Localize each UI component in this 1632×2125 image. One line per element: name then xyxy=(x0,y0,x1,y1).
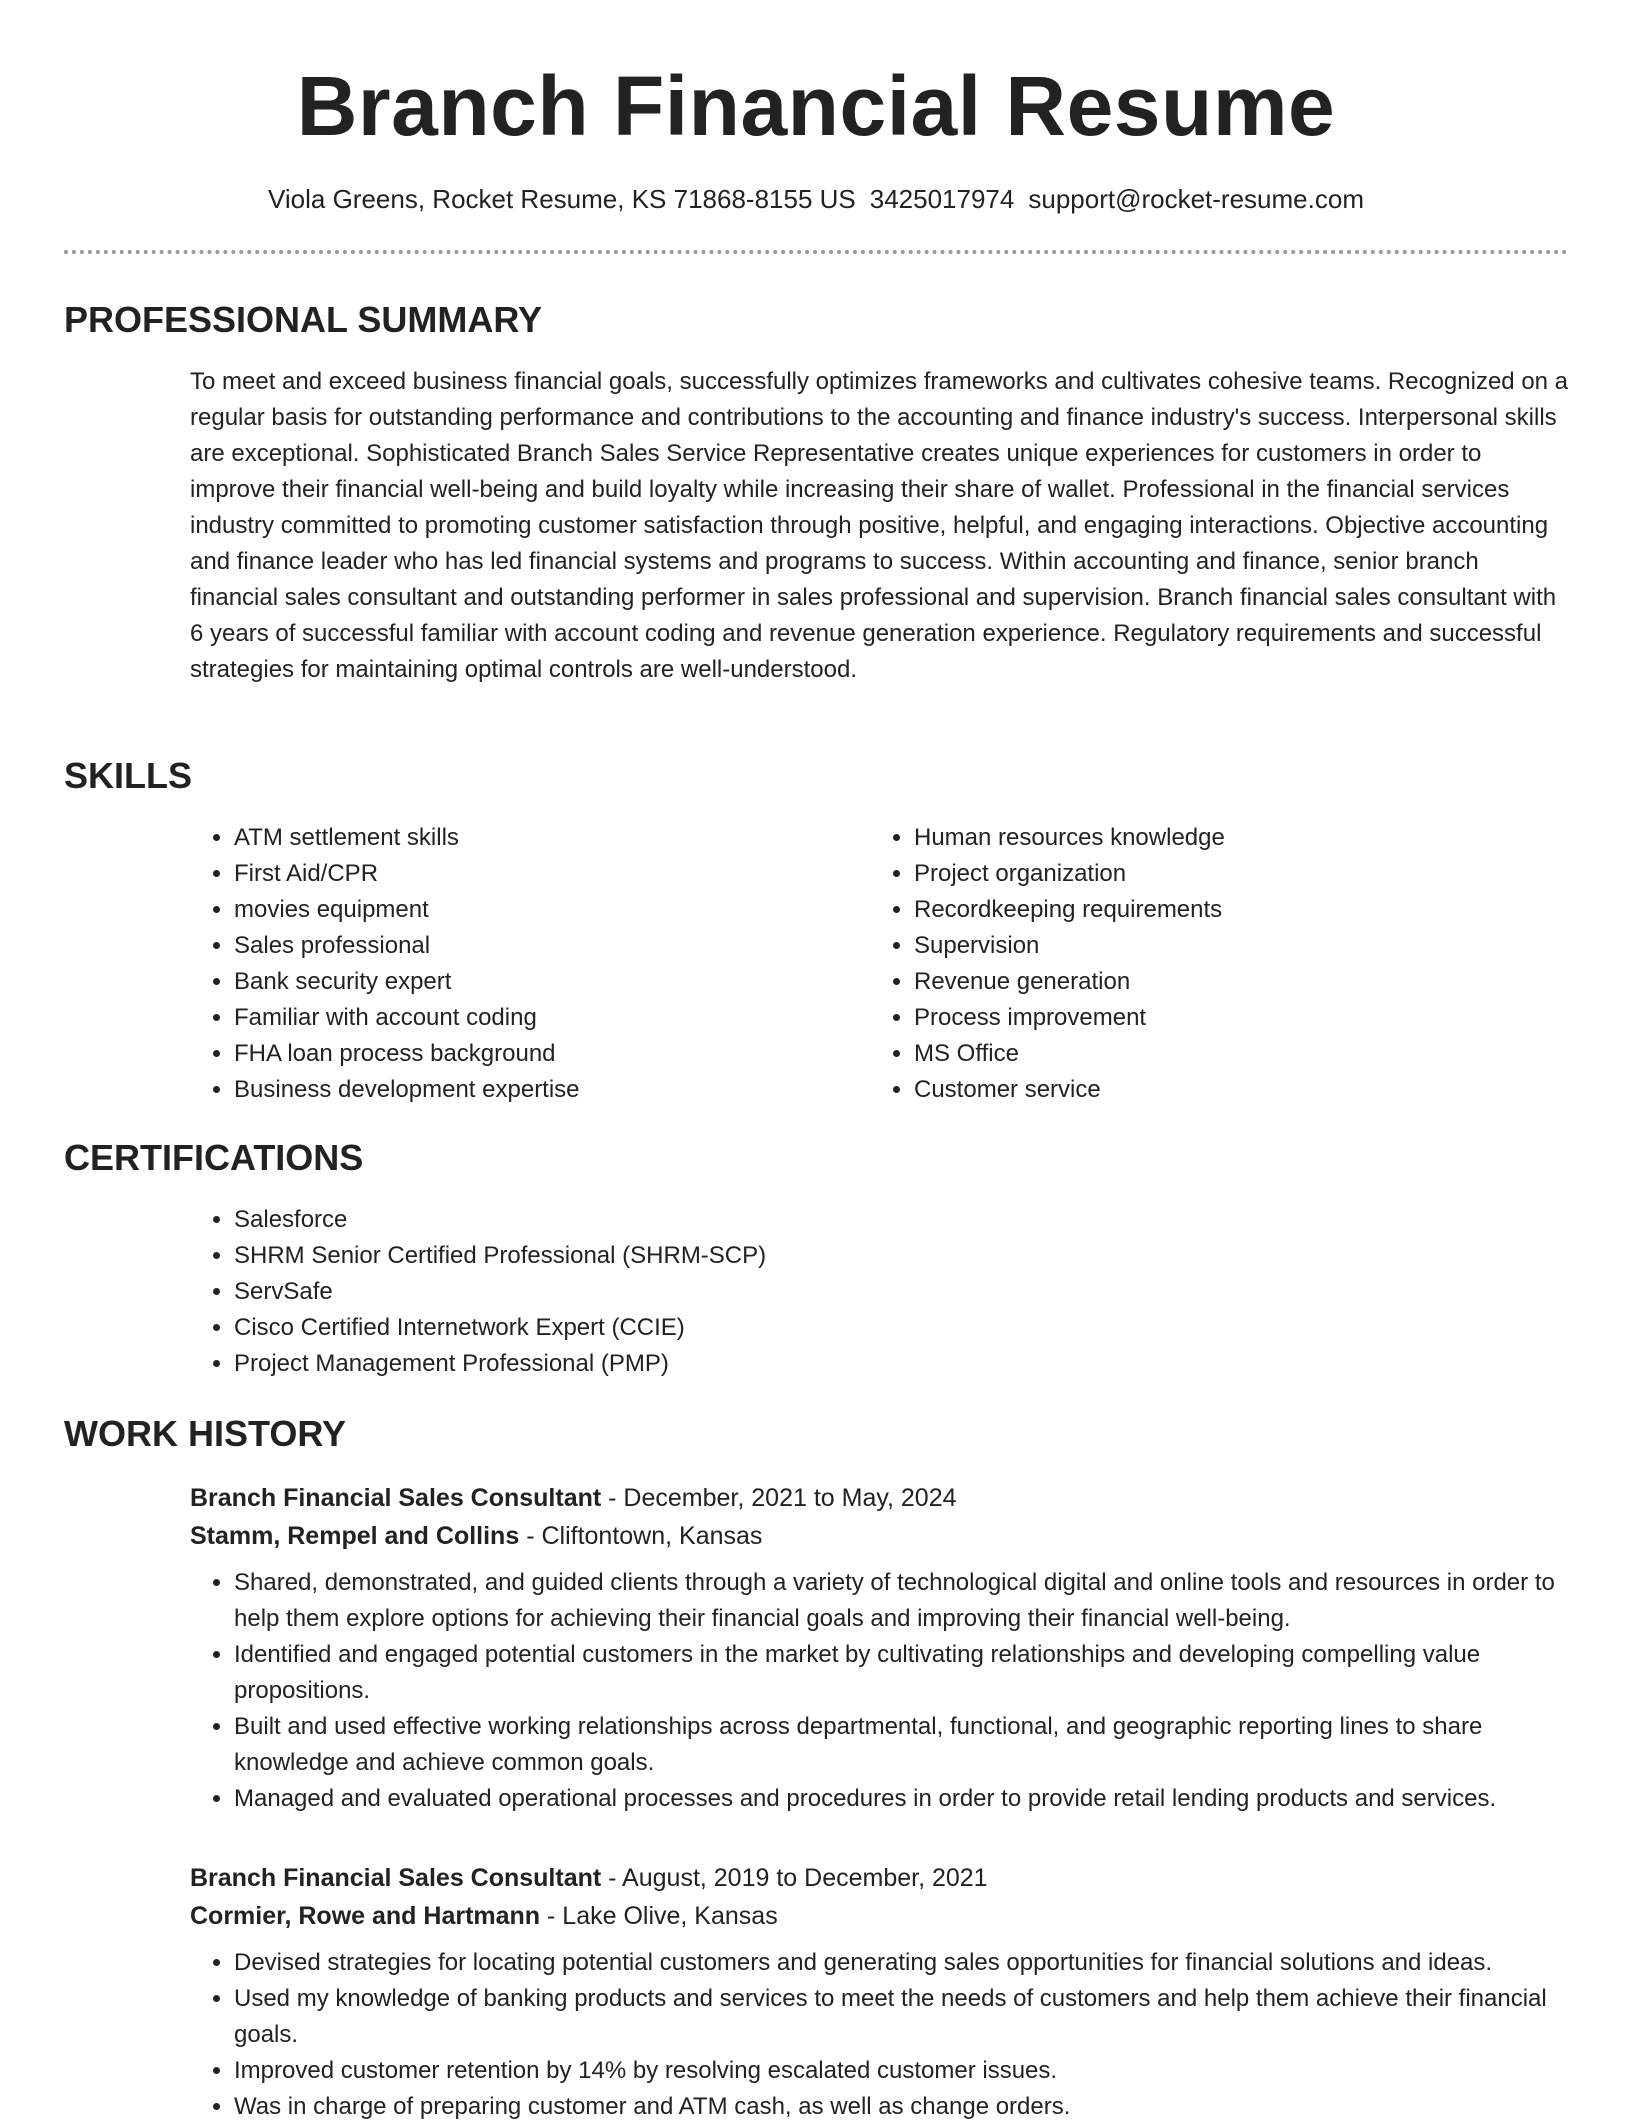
skill-item: • Supervision xyxy=(914,928,1510,964)
job-title: Branch Financial Sales Consultant xyxy=(190,1484,602,1512)
section-title-skills: SKILLS xyxy=(64,755,193,796)
job-location: - Lake Olive, Kansas xyxy=(540,1902,778,1930)
job-company-line xyxy=(190,1897,1570,1935)
skill-item: • First Aid/CPR xyxy=(234,856,830,892)
section-title-work-history: WORK HISTORY xyxy=(64,1413,347,1454)
job-title-line xyxy=(190,1479,1570,1517)
skills-column-right xyxy=(870,820,1510,1108)
resume-title: Branch Financial Resume xyxy=(296,59,1336,153)
contact-phone: 3425017974 xyxy=(869,184,1015,214)
certification-item: • Project Management Professional (PMP) xyxy=(234,1346,1190,1382)
job-bullets xyxy=(190,1945,1570,2125)
certification-item: • Cisco Certified Internetwork Expert (CCIE) xyxy=(234,1310,1190,1346)
summary-text: To meet and exceed business financial goals, successfully optimizes frameworks and cultivates cohesive teams. Recognized on a regular basis for outstanding performance and contributions to the accounting and finance industry's success. Interpersonal skills are exceptional. Sophisticated Branch Sales Service Representative creates unique experiences for customers in order to improve their financial well-being and build loyalty while increasing their share of wallet. Professional in the financial services industry committed to promoting customer satisfaction through positive, helpful, and engaging interactions. Objective accounting and finance leader who has led financial systems and programs to success. Within accounting and finance, senior branch financial sales consultant and outstanding performer in sales professional and supervision. Branch financial sales consultant with 6 years of successful familiar with account coding and revenue generation experience. Regulatory requirements and successful strategies for maintaining optimal controls are well-understood. xyxy=(190,368,1569,683)
job-company-line xyxy=(190,1517,1570,1555)
skill-item: • ATM settlement skills xyxy=(234,820,830,856)
resume-page xyxy=(64,0,1569,2120)
certification-item: • SHRM Senior Certified Professional (SHRM-SCP) xyxy=(234,1238,1190,1274)
job-entry xyxy=(190,1859,1570,2125)
certification-item: • Salesforce xyxy=(234,1202,1190,1238)
skills-column-left xyxy=(190,820,830,1108)
job-bullet: • Identified and engaged potential customers in the market by cultivating relationships and developing compelling value propositions. xyxy=(234,1637,1570,1709)
job-title-line xyxy=(190,1859,1570,1897)
header-divider xyxy=(64,250,1568,254)
certifications-list xyxy=(190,1202,1190,1382)
skill-item: • FHA loan process background xyxy=(234,1036,830,1072)
job-bullets xyxy=(190,1565,1570,1817)
skill-item: • Recordkeeping requirements xyxy=(914,892,1510,928)
skill-item: • MS Office xyxy=(914,1036,1510,1072)
job-dates: - December, 2021 to May, 2024 xyxy=(601,1484,957,1512)
job-title: Branch Financial Sales Consultant xyxy=(190,1864,602,1892)
job-entry xyxy=(190,1479,1570,1817)
job-bullet: • Managed and evaluated operational processes and procedures in order to provide retail lending products and services. xyxy=(234,1781,1570,1817)
job-bullet: • Improved customer retention by 14% by resolving escalated customer issues. xyxy=(234,2053,1570,2089)
skill-item: • Sales professional xyxy=(234,928,830,964)
job-company: Stamm, Rempel and Collins xyxy=(190,1522,520,1550)
contact-line xyxy=(64,182,1568,216)
job-bullet: • Built and used effective working relationships across departmental, functional, and geographic reporting lines to share knowledge and achieve common goals. xyxy=(234,1709,1570,1781)
job-bullet: • Used my knowledge of banking products and services to meet the needs of customers and help them achieve their financial goals. xyxy=(234,1981,1570,2053)
certification-item: • ServSafe xyxy=(234,1274,1190,1310)
skill-item: • Customer service xyxy=(914,1072,1510,1108)
skill-item: • Process improvement xyxy=(914,1000,1510,1036)
skill-item: • Human resources knowledge xyxy=(914,820,1510,856)
job-company: Cormier, Rowe and Hartmann xyxy=(190,1902,541,1930)
skill-item: • Bank security expert xyxy=(234,964,830,1000)
job-bullet: • Shared, demonstrated, and guided clients through a variety of technological digital and online tools and resources in order to help them explore options for achieving their financial goals and improving their financial well-being. xyxy=(234,1565,1570,1637)
section-title-certifications: CERTIFICATIONS xyxy=(64,1137,364,1178)
section-title-summary: PROFESSIONAL SUMMARY xyxy=(64,299,543,340)
skill-item: • Project organization xyxy=(914,856,1510,892)
skill-item: • Revenue generation xyxy=(914,964,1510,1000)
job-dates: - August, 2019 to December, 2021 xyxy=(601,1864,988,1892)
contact-email: support@rocket-resume.com xyxy=(1028,184,1364,214)
job-bullet: • Devised strategies for locating potential customers and generating sales opportunities for financial solutions and ideas. xyxy=(234,1945,1570,1981)
contact-address: Viola Greens, Rocket Resume, KS 71868-8155 US xyxy=(268,184,856,214)
job-location: - Cliftontown, Kansas xyxy=(519,1522,763,1550)
skill-item: • Business development expertise xyxy=(234,1072,830,1108)
skill-item: • movies equipment xyxy=(234,892,830,928)
skill-item: • Familiar with account coding xyxy=(234,1000,830,1036)
job-bullet: • Was in charge of preparing customer and ATM cash, as well as change orders. xyxy=(234,2089,1570,2125)
